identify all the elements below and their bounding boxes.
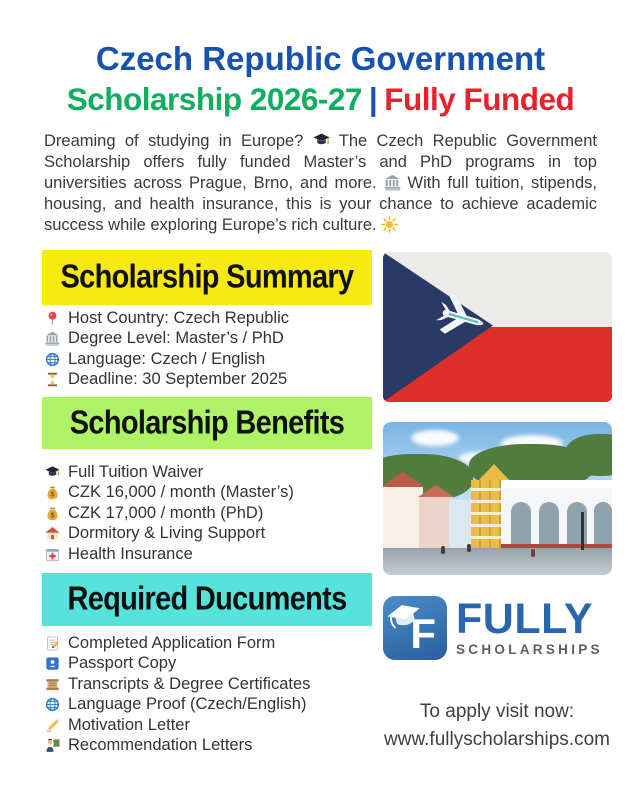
money-bag-icon <box>45 506 60 521</box>
cta-line: To apply visit now: <box>419 701 575 722</box>
list-item <box>45 483 294 504</box>
sun-icon <box>381 216 398 233</box>
summary-list <box>45 308 289 390</box>
svg-text:$: $ <box>50 491 55 499</box>
list-item-label: Recommendation Letters <box>68 736 253 755</box>
list-item-label: CZK 17,000 / month (PhD) <box>68 503 264 522</box>
list-item <box>45 462 294 483</box>
graduation-cap-icon <box>45 465 60 480</box>
website-url: www.fullyscholarships.com <box>384 729 610 750</box>
flag-blue-triangle <box>383 252 612 402</box>
passport-control-icon <box>45 656 60 671</box>
logo-monogram: F <box>410 610 436 657</box>
colonnade-arch <box>511 502 531 548</box>
pedestrian <box>531 549 535 557</box>
logo-brand-name: FULLY <box>456 595 594 643</box>
building-white <box>383 486 423 548</box>
classical-building-icon <box>45 331 60 346</box>
list-item-label: Full Tuition Waiver <box>68 462 204 481</box>
intro-text-1: Dreaming of studying in Europe? <box>44 132 304 150</box>
house-icon <box>45 526 60 541</box>
lamppost <box>581 512 584 550</box>
list-item <box>45 308 289 329</box>
benefits-list <box>45 462 294 565</box>
list-item <box>45 695 310 716</box>
classical-building-icon <box>384 174 401 191</box>
list-item <box>45 674 310 695</box>
logo-mark <box>383 596 447 660</box>
summary-heading-label: Scholarship Summary <box>60 258 354 296</box>
colonnade-arch <box>594 502 612 548</box>
benefits-heading-label: Scholarship Benefits <box>69 403 345 441</box>
fully-scholarships-logo <box>383 590 612 666</box>
green-hill <box>565 434 612 476</box>
list-item <box>45 349 289 370</box>
list-item <box>45 654 310 675</box>
list-item <box>45 370 289 391</box>
list-item-label: Dormitory & Living Support <box>68 524 266 543</box>
title-fully-funded: Fully Funded <box>384 81 575 117</box>
list-item-label: Motivation Letter <box>68 715 190 734</box>
list-item-label: Health Insurance <box>68 544 193 563</box>
list-item <box>45 633 310 654</box>
list-item <box>45 329 289 350</box>
logo-sub-name: SCHOLARSHIPS <box>456 642 603 657</box>
list-item <box>45 736 310 757</box>
scroll-icon <box>45 677 60 692</box>
globe-icon <box>45 697 60 712</box>
poster-title-line2 <box>0 81 641 118</box>
list-item-label: Passport Copy <box>68 654 177 673</box>
documents-list <box>45 633 310 756</box>
logo-text <box>456 595 603 657</box>
summary-heading <box>42 250 372 305</box>
memo-icon <box>45 636 60 651</box>
czech-flag-photo <box>383 252 612 402</box>
hourglass-icon <box>45 372 60 387</box>
svg-text:$: $ <box>50 512 55 520</box>
list-item-label: Language: Czech / English <box>68 349 266 368</box>
list-item-label: CZK 16,000 / month (Master’s) <box>68 483 294 502</box>
list-item-label: Completed Application Form <box>68 633 276 652</box>
writing-hand-icon <box>45 718 60 733</box>
apply-cta <box>362 698 632 754</box>
teacher-icon <box>45 738 60 753</box>
list-item-label: Host Country: Czech Republic <box>68 308 290 327</box>
list-item-label: Degree Level: Master’s / PhD <box>68 329 284 348</box>
documents-heading-label: Required Ducuments <box>67 580 347 618</box>
list-item <box>45 524 294 545</box>
list-item-label: Transcripts & Degree Certificates <box>68 674 311 693</box>
pedestrian <box>467 544 471 552</box>
colonnade-arch <box>567 502 587 548</box>
documents-heading <box>42 573 372 626</box>
poster-title-line1: Czech Republic Government <box>95 40 546 77</box>
graduation-cap-icon <box>313 132 330 149</box>
intro-text-2: The Czech Republic Government Scholarship offers fully funded Master’s and PhD programs in top universities across Prague, Brno, and more. <box>44 132 597 192</box>
cloud <box>411 430 459 446</box>
hospital-icon <box>45 547 60 562</box>
building-pink <box>419 496 453 548</box>
city-photo <box>383 422 612 575</box>
colonnade-arch <box>539 502 559 548</box>
list-item <box>45 544 294 565</box>
intro-text-3: With full tuition, stipends, housing, and health insurance, this is your chance to achieve academic success while exploring Europe’s rich culture. <box>44 173 597 234</box>
round-pushpin-icon <box>45 311 60 326</box>
intro-paragraph <box>44 131 597 236</box>
title-separator-bar: | <box>368 81 378 117</box>
benefits-heading <box>42 397 372 449</box>
list-item-label: Language Proof (Czech/English) <box>68 695 307 714</box>
list-item <box>45 503 294 524</box>
globe-icon <box>45 352 60 367</box>
money-bag-icon <box>45 485 60 500</box>
pedestrian <box>441 546 445 554</box>
title-scholarship-year: Scholarship 2026-27 <box>66 81 362 117</box>
plaza-ground <box>383 548 612 575</box>
list-item <box>45 715 310 736</box>
list-item-label: Deadline: 30 September 2025 <box>68 370 288 389</box>
